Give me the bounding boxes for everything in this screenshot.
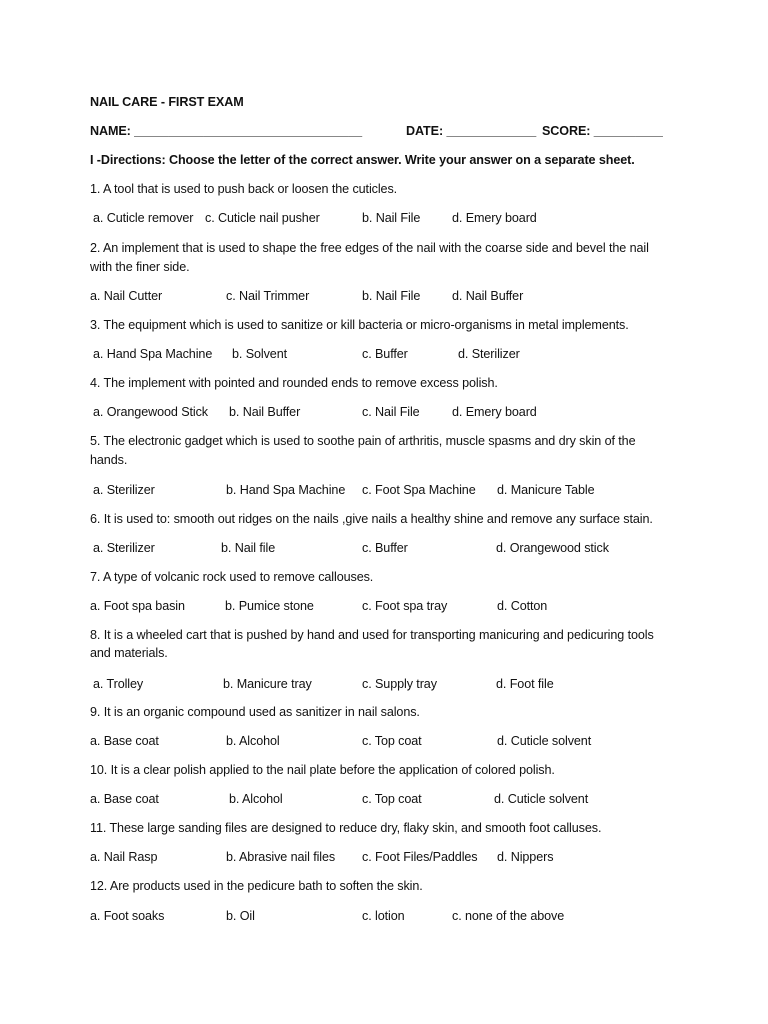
q4-option-c: c. Nail File bbox=[362, 405, 420, 419]
q2-option-b: b. Nail File bbox=[362, 289, 421, 303]
q10-option-c: c. Top coat bbox=[362, 792, 422, 806]
q9-option-c: c. Top coat bbox=[362, 734, 422, 748]
q7-option-b: b. Pumice stone bbox=[225, 599, 314, 613]
question-8-line-2: and materials. bbox=[90, 646, 168, 660]
q11-option-c: c. Foot Files/Paddles bbox=[362, 850, 478, 864]
directions: I -Directions: Choose the letter of the correct answer. Write your answer on a separate sheet. bbox=[90, 153, 635, 167]
q4-option-d: d. Emery board bbox=[452, 405, 537, 419]
q8-option-d: d. Foot file bbox=[496, 677, 554, 691]
q5-option-b: b. Hand Spa Machine bbox=[226, 483, 346, 497]
q3-option-b: b. Solvent bbox=[232, 347, 288, 361]
q2-option-c: c. Nail Trimmer bbox=[226, 289, 310, 303]
q1-option-a: a. Cuticle remover bbox=[93, 211, 194, 225]
q12-option-c: c. lotion bbox=[362, 909, 405, 923]
question-4: 4. The implement with pointed and rounded ends to remove excess polish. bbox=[90, 376, 498, 390]
question-8-line-1: 8. It is a wheeled cart that is pushed by hand and used for transporting manicuring and pedicuring tools bbox=[90, 628, 654, 642]
q3-option-a: a. Hand Spa Machine bbox=[93, 347, 213, 361]
q11-option-a: a. Nail Rasp bbox=[90, 850, 158, 864]
q11-option-b: b. Abrasive nail files bbox=[226, 850, 336, 864]
question-11: 11. These large sanding files are designed to reduce dry, flaky skin, and smooth foot calluses. bbox=[90, 821, 602, 835]
q3-option-c: c. Buffer bbox=[362, 347, 408, 361]
name-field: NAME: _________________________________ bbox=[90, 124, 363, 138]
q10-option-b: b. Alcohol bbox=[229, 792, 283, 806]
q4-option-a: a. Orangewood Stick bbox=[93, 405, 209, 419]
q11-option-d: d. Nippers bbox=[497, 850, 554, 864]
q7-option-d: d. Cotton bbox=[497, 599, 548, 613]
q12-option-d: c. none of the above bbox=[452, 909, 565, 923]
exam-title: NAIL CARE - FIRST EXAM bbox=[90, 95, 244, 109]
question-9: 9. It is an organic compound used as sanitizer in nail salons. bbox=[90, 705, 420, 719]
question-12: 12. Are products used in the pedicure bath to soften the skin. bbox=[90, 879, 423, 893]
question-10: 10. It is a clear polish applied to the nail plate before the application of colored polish. bbox=[90, 763, 555, 777]
q12-option-b: b. Oil bbox=[226, 909, 255, 923]
q5-option-a: a. Sterilizer bbox=[93, 483, 155, 497]
q4-option-b: b. Nail Buffer bbox=[229, 405, 301, 419]
q6-option-a: a. Sterilizer bbox=[93, 541, 155, 555]
q9-option-b: b. Alcohol bbox=[226, 734, 280, 748]
question-5-line-1: 5. The electronic gadget which is used to soothe pain of arthritis, muscle spasms and dry skin of the bbox=[90, 434, 636, 448]
question-5-line-2: hands. bbox=[90, 453, 128, 467]
score-field: SCORE: __________ bbox=[542, 124, 663, 138]
q8-option-c: c. Supply tray bbox=[362, 677, 437, 691]
date-field: DATE: _____________ bbox=[406, 124, 537, 138]
q8-option-b: b. Manicure tray bbox=[223, 677, 312, 691]
q2-option-d: d. Nail Buffer bbox=[452, 289, 524, 303]
question-6: 6. It is used to: smooth out ridges on the nails ,give nails a healthy shine and remove any surface stain. bbox=[90, 512, 653, 526]
q5-option-d: d. Manicure Table bbox=[497, 483, 595, 497]
q3-option-d: d. Sterilizer bbox=[458, 347, 520, 361]
q1-option-b: b. Nail File bbox=[362, 211, 421, 225]
q10-option-a: a. Base coat bbox=[90, 792, 159, 806]
question-2-line-1: 2. An implement that is used to shape the free edges of the nail with the coarse side and bevel the nail bbox=[90, 241, 649, 255]
q7-option-c: c. Foot spa tray bbox=[362, 599, 448, 613]
q10-option-d: d. Cuticle solvent bbox=[494, 792, 589, 806]
q9-option-a: a. Base coat bbox=[90, 734, 159, 748]
q12-option-a: a. Foot soaks bbox=[90, 909, 165, 923]
q6-option-b: b. Nail file bbox=[221, 541, 276, 555]
q1-option-c: c. Cuticle nail pusher bbox=[205, 211, 320, 225]
q9-option-d: d. Cuticle solvent bbox=[497, 734, 592, 748]
q7-option-a: a. Foot spa basin bbox=[90, 599, 185, 613]
question-7: 7. A type of volcanic rock used to remove callouses. bbox=[90, 570, 374, 584]
question-1: 1. A tool that is used to push back or loosen the cuticles. bbox=[90, 182, 398, 196]
q6-option-d: d. Orangewood stick bbox=[496, 541, 609, 555]
q6-option-c: c. Buffer bbox=[362, 541, 408, 555]
question-3: 3. The equipment which is used to sanitize or kill bacteria or micro-organisms in metal implements. bbox=[90, 318, 629, 332]
q2-option-a: a. Nail Cutter bbox=[90, 289, 163, 303]
question-2-line-2: with the finer side. bbox=[90, 260, 190, 274]
q5-option-c: c. Foot Spa Machine bbox=[362, 483, 476, 497]
q8-option-a: a. Trolley bbox=[93, 677, 144, 691]
q1-option-d: d. Emery board bbox=[452, 211, 537, 225]
